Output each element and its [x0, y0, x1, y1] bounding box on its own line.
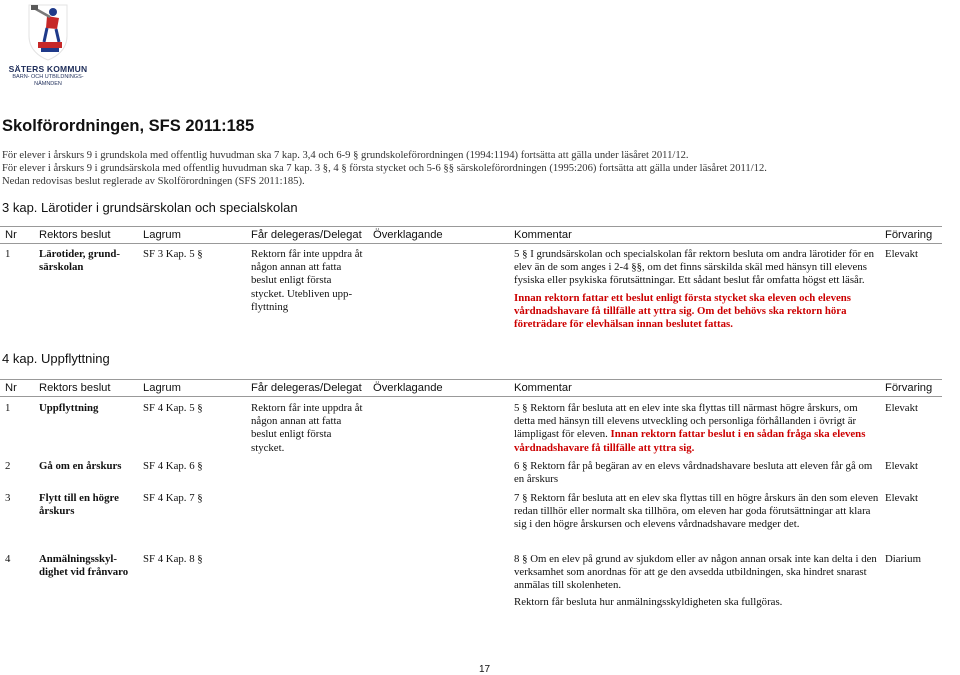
row-lagrum: SF 4 Kap. 6 § [143, 460, 203, 472]
row-delegat: Rektorn får inte uppdra åt någon annan att fatta beslut enligt första stycket. Utebliven upp-flyttning [251, 248, 363, 313]
row-beslut: Gå om en årskurs [39, 460, 122, 472]
row-forvaring: Elevakt [885, 492, 918, 504]
header-nr: Nr [5, 382, 17, 394]
row-lagrum: SF 4 Kap. 7 § [143, 492, 203, 504]
row-nr: 2 [5, 460, 11, 472]
row-beslut: Anmälningsskyl-dighet vid frånvaro [39, 553, 129, 579]
row-lagrum: SF 4 Kap. 5 § [143, 402, 203, 414]
kommentar-text: 5 § I grundsärskolan och specialskolan får rektorn besluta om andra lärotider för en elev än de som anges i 2-4 §§, om det finns särskilda skäl med hänsyn till elevens fysiska eller psykiska förutsättningar. Ett sådant beslut får omfatta högst ett läsår. [514, 248, 875, 287]
row-kommentar [514, 553, 879, 609]
header-overklagande: Överklagande [373, 382, 443, 394]
coat-of-arms-icon [26, 2, 70, 62]
logo-org-name: SÄTERS KOMMUN [8, 64, 88, 74]
intro-paragraph-3: Nedan redovisas beslut reglerade av Skolförordningen (SFS 2011:185). [2, 176, 305, 187]
logo-dept-line1: BARN- OCH UTBILDNINGS- [12, 74, 84, 80]
kommentar-text-2: Rektorn får besluta hur anmälningsskyldigheten ska fullgöras. [514, 595, 783, 608]
header-forvaring: Förvaring [885, 382, 933, 394]
row-lagrum: SF 4 Kap. 8 § [143, 553, 203, 565]
header-kommentar: Kommentar [514, 382, 572, 394]
kommentar-highlight: Innan rektorn fattar ett beslut enligt första stycket ska eleven och elevens vårdnadshavare få tillfälle att yttra sig. Om det behövs ska rektorn höra företrädare för elevhälsan innan beslutet fattas. [514, 291, 851, 331]
row-nr: 1 [5, 402, 11, 414]
intro-paragraph-2: För elever i årskurs 9 i grundsärskola med offentlig huvudman ska 7 kap. 3 §, 4 § första stycket och 5-6 §§ särskoleförordningen (1995:206) fortsätta att gälla under läsåret 2011/12. [2, 163, 767, 174]
row-forvaring: Elevakt [885, 248, 918, 260]
logo-dept-line2: NÄMNDEN [34, 80, 62, 87]
row-lagrum: SF 3 Kap. 5 § [143, 248, 203, 260]
table-header-section-4 [0, 379, 942, 397]
row-beslut: Uppflyttning [39, 402, 99, 414]
row-nr: 1 [5, 248, 11, 260]
kommentar-highlight: Innan rektorn fattar beslut i en sådan fråga ska elevens vårdnadshavare få tillfälle att yttra sig. [514, 428, 866, 454]
header-rektors-beslut: Rektors beslut [39, 229, 111, 241]
header-delegat: Får delegeras/Delegat [251, 382, 362, 394]
header-rektors-beslut: Rektors beslut [39, 382, 111, 394]
row-forvaring: Diarium [885, 553, 921, 565]
kommentar-text: 8 § Om en elev på grund av sjukdom eller av någon annan orsak inte kan delta i den verksamhet som anordnas för att ge den avsedda utbildningen, ska hindret snarast anmälas till skolenheten. [514, 553, 877, 592]
kommentar-text: 5 § Rektorn får besluta att en elev inte ska flyttas till närmast högre årskurs, om detta med hänsyn till elevens utveckling och personliga förhållanden i övrigt är lämpligast för eleven. [514, 402, 858, 441]
header-delegat: Får delegeras/Delegat [251, 229, 362, 241]
header-nr: Nr [5, 229, 17, 241]
row-kommentar: 6 § Rektorn får på begäran av en elevs vårdnadshavare besluta att eleven får gå om en årskurs [514, 460, 873, 486]
intro-paragraph-1: För elever i årskurs 9 i grundskola med offentlig huvudman ska 7 kap. 3,4 och 6-9 § grundskoleförordningen (1994:1194) fortsätta att gälla under läsåret 2011/12. [2, 150, 689, 161]
header-lagrum: Lagrum [143, 382, 181, 394]
row-kommentar: 7 § Rektorn får besluta att en elev ska flyttas till en högre årskurs än den som eleven redan tillhör eller normalt ska tillhöra, om eleven har goda förutsättningar att klara sig i den högre årskursen och elevens vårdnadshavare medger det. [514, 492, 879, 531]
municipality-logo [8, 2, 88, 87]
intro-text [2, 149, 952, 188]
section-3-heading: 3 kap. Lärotider i grundsärskolan och specialskolan [2, 200, 298, 215]
row-beslut: Lärotider, grund-särskolan [39, 248, 120, 274]
header-kommentar: Kommentar [514, 229, 572, 241]
row-beslut: Flytt till en högre årskurs [39, 492, 119, 518]
row-nr: 4 [5, 553, 11, 565]
row-forvaring: Elevakt [885, 460, 918, 472]
section-4-heading: 4 kap. Uppflyttning [2, 351, 110, 366]
header-lagrum: Lagrum [143, 229, 181, 241]
row-kommentar [514, 248, 879, 331]
table-header-section-3 [0, 226, 942, 244]
header-forvaring: Förvaring [885, 229, 933, 241]
document-title: Skolförordningen, SFS 2011:185 [2, 117, 255, 135]
row-forvaring: Elevakt [885, 402, 918, 414]
row-kommentar [514, 402, 879, 455]
row-nr: 3 [5, 492, 11, 504]
header-overklagande: Överklagande [373, 229, 443, 241]
row-delegat: Rektorn får inte uppdra åt någon annan att fatta beslut enligt första stycket. [251, 402, 363, 454]
page-number: 17 [479, 664, 491, 675]
